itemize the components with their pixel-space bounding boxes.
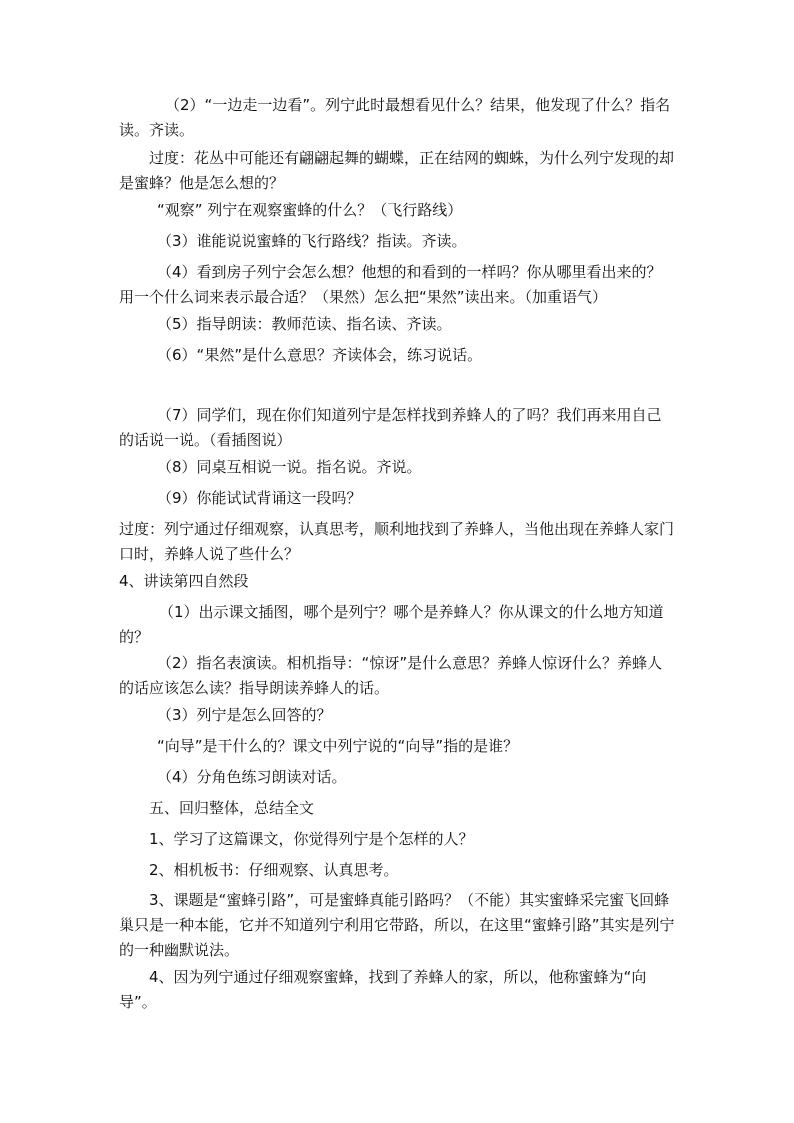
paragraph-5: （4）看到房子列宁会怎么想？他想的和看到的一样吗？你从哪里看出来的？用一个什么词来表示最合适？（果然）怎么把“果然”读出来。（加重语气） [119, 263, 662, 306]
paragraph-19: 3、课题是“蜜蜂引路”，可是蜜蜂真能引路吗？（不能）其实蜜蜂采完蜜飞回蜂巢只是一种本能，它并不知道列宁利用它带路，所以，在这里“蜜蜂引路”其实是列宁的一种幽默说法。 [119, 891, 675, 959]
paragraph-7: （6）“果然”是什么意思？齐读体会，练习说话。 [157, 346, 483, 364]
paragraph-3: “观察” 列宁在观察蜜蜂的什么？（飞行路线） [157, 201, 463, 219]
paragraph-10: （9）你能试试背诵这一段吗？ [157, 489, 362, 507]
paragraph-8: （7）同学们，现在你们知道列宁是怎样找到养蜂人的了吗？我们再来用自己的话说一说。（看插图说） [119, 406, 662, 449]
paragraph-15: “向导”是干什么的？课文中列宁说的“向导”指的是谁？ [157, 737, 519, 755]
paragraph-20: 4、因为列宁通过仔细观察蜜蜂，找到了养蜂人的家，所以，他称蜜蜂为“向导”。 [119, 968, 647, 1011]
section-heading-4: 4、讲读第四自然段 [119, 572, 249, 590]
paragraph-11: 过度：列宁通过仔细观察，认真思考，顺利地找到了养蜂人，当他出现在养蜂人家门口时，养蜂人说了些什么？ [119, 520, 675, 563]
paragraph-2: 过度：花丛中可能还有翩翩起舞的蝴蝶，正在结网的蜘蛛，为什么列宁发现的却是蜜蜂？他是怎么想的？ [119, 149, 675, 192]
paragraph-12: （1）出示课文插图，哪个是列宁？哪个是养蜂人？你从课文的什么地方知道的？ [119, 603, 664, 646]
paragraph-13: （2）指名表演读。相机指导：“惊讶”是什么意思？养蜂人惊讶什么？养蜂人的话应该怎么读？指导朗读养蜂人的话。 [119, 654, 663, 697]
section-heading-5: 五、回归整体，总结全文 [149, 799, 315, 817]
paragraph-14: （3）列宁是怎么回答的？ [157, 706, 332, 724]
paragraph-4: （3）谁能说说蜜蜂的飞行路线？指读。齐读。 [157, 232, 467, 250]
paragraph-6: （5）指导朗读：教师范读、指名读、齐读。 [157, 315, 452, 333]
paragraph-17: 1、学习了这篇课文，你觉得列宁是个怎样的人？ [149, 830, 474, 848]
paragraph-18: 2、相机板书：仔细观察、认真思考。 [149, 861, 399, 879]
paragraph-16: （4）分角色练习朗读对话。 [157, 768, 347, 786]
paragraph-9: （8）同桌互相说一说。指名说。齐说。 [157, 458, 422, 476]
paragraph-1: （2）“一边走一边看”。列宁此时最想看见什么？结果，他发现了什么？指名读。齐读。 [119, 96, 671, 139]
